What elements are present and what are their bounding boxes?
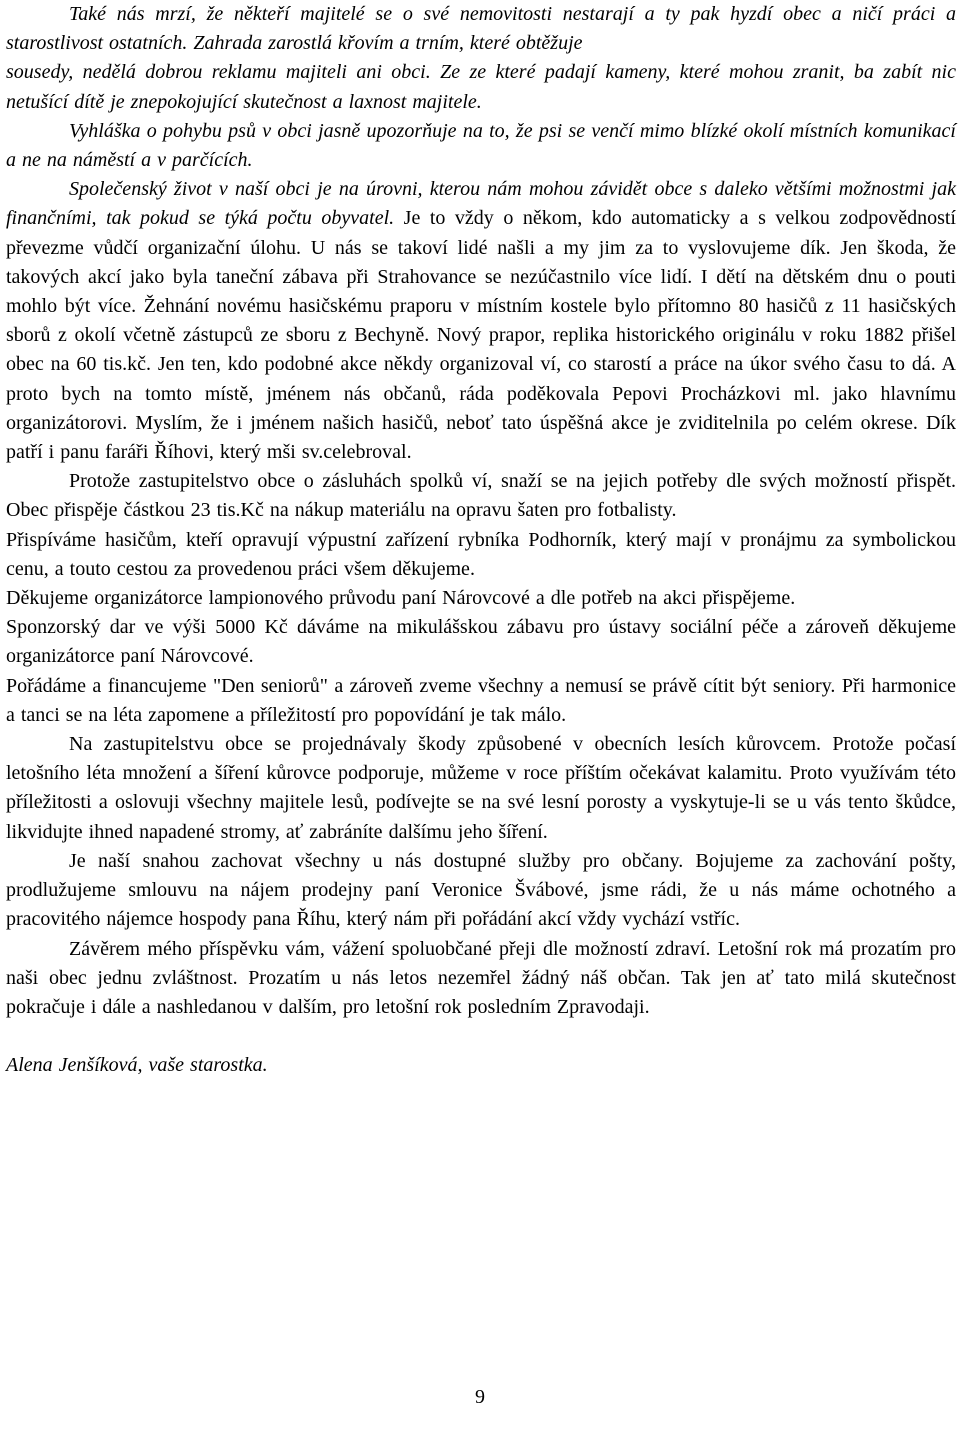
paragraph-neighbours: sousedy, nedělá dobrou reklamu majiteli ani obci. Ze ze které padají kameny, které mohou zranit, ba zabít nic netušící dítě je znepokojující skutečnost a laxnost majitele. [6, 61, 956, 113]
document-page [6, 0, 956, 1080]
paragraph-lantern-parade: Děkujeme organizátorce lampionového průvodu paní Nárovcové a dle potřeb na akci přispějeme. [6, 587, 796, 610]
paragraph-sponsorship: Sponzorský dar ve výši 5000 Kč dáváme na mikulášskou zábavu pro ústavy sociální péče a zároveň děkujeme organizátorce paní Nárovcové. [6, 616, 956, 668]
paragraph-firefighters: Přispíváme hasičům, kteří opravují výpustní zařízení rybníka Podhorník, který mají v pronájmu za symbolickou cenu, a touto cestou za provedenou práci všem děkujeme. [6, 528, 956, 580]
paragraph-services: Je naší snahou zachovat všechny u nás dostupné služby pro občany. Bojujeme za zachování pošty, prodlužujeme smlouvu na nájem prodejny paní Veronice Švábové, jsme rádi, že u nás máme ochotného a pracovitého nájemce hospody pana Říhu, který nám při pořádání akcí vždy vychází vstříc. [6, 849, 956, 931]
paragraph-seniors-day: Pořádáme a financujeme "Den seniorů" a zároveň zveme všechny a nemusí se právě cítit být seniory. Při harmonice a tanci se na léta zapomene a příležitostí pro popovídání je tak málo. [6, 674, 956, 726]
social-life-intro: Společenský život v naší obci je na úrovni, kterou nám mohou závidět obce s daleko většími možnostmi jak finančními, tak pokud se týká počtu obyvatel. [6, 178, 956, 230]
paragraph-neglected-properties: Také nás mrzí, že někteří majitelé se o své nemovitosti nestarají a ty pak hyzdí obec a ničí práci a starostlivost ostatních. Zahrada zarostlá křovím a trním, které obtěžuje [6, 3, 956, 55]
paragraph-club-support: Protože zastupitelstvo obce o zásluhách spolků ví, snaží se na jejich potřeby dle svých možností přispět. Obec přispěje částkou 23 tis.Kč na nákup materiálu na opravu šaten pro fotbalisty. [6, 470, 956, 522]
page-number: 9 [475, 1386, 485, 1408]
signature: Alena Jenšíková, vaše starostka. [6, 1054, 268, 1077]
paragraph-social-life [6, 175, 956, 467]
paragraph-bark-beetle: Na zastupitelstvu obce se projednávaly škody způsobené v obecních lesích kůrovcem. Protože počasí letošního léta množení a šíření kůrovce podporuje, můžeme v roce příštím očekávat kalamitu. Proto využívám této příležitosti a oslovuji všechny majitele lesů, podívejte se na své lesní porosty a vyskytuje-li se u vás tento škůdce, likvidujte ihned napadené stromy, ať zabráníte dalšímu jeho šíření. [6, 733, 956, 843]
social-life-body: Je to vždy o někom, kdo automaticky a s velkou zodpovědností převezme vůdčí organizační úlohu. U nás se takoví lidé našli a my jim za to vyslovujeme dík. Jen škoda, že takových akcí jako byla taneční zábava při Strahovance se nezúčastnilo více lidí. I dětí na dětském dnu o pouti mohlo být více. Žehnání novému hasičskému praporu v místním kostele bylo přítomno 80 hasičů z 11 hasičských sborů z okolí včetně zástupců ze sboru z Bechyně. Nový prapor, replika historického originálu v roku 1882 přišel obec na 60 tis.kč. Jen ten, kdo podobné akce někdy organizoval ví, co starostí a práce na úkor svého času to dá. A proto bych na tomto místě, jménem nás občanů, ráda poděkovala Pepovi Procházkovi ml. jako hlavnímu organizátorovi. Myslím, že i jménem našich hasičů, neboť tato úspěšná akce je zviditelnila po celém okrese. Dík patří i panu faráři Říhovi, který mši sv.celebroval. [6, 207, 956, 464]
paragraph-dog-regulation: Vyhláška o pohybu psů v obci jasně upozorňuje na to, že psi se venčí mimo blízké okolí místních komunikací a ne na náměstí a v parčících. [6, 119, 956, 172]
paragraph-conclusion: Závěrem mého příspěvku vám, vážení spoluobčané přeji dle možností zdraví. Letošní rok má prozatím pro naši obec jednu zvláštnost. Prozatím u nás letos nezemřel žádný náš občan. Tak jen ať tato milá skutečnost pokračuje i dále a nashledanou v dalším, pro letošní rok posledním Zpravodaji. [6, 937, 956, 1018]
